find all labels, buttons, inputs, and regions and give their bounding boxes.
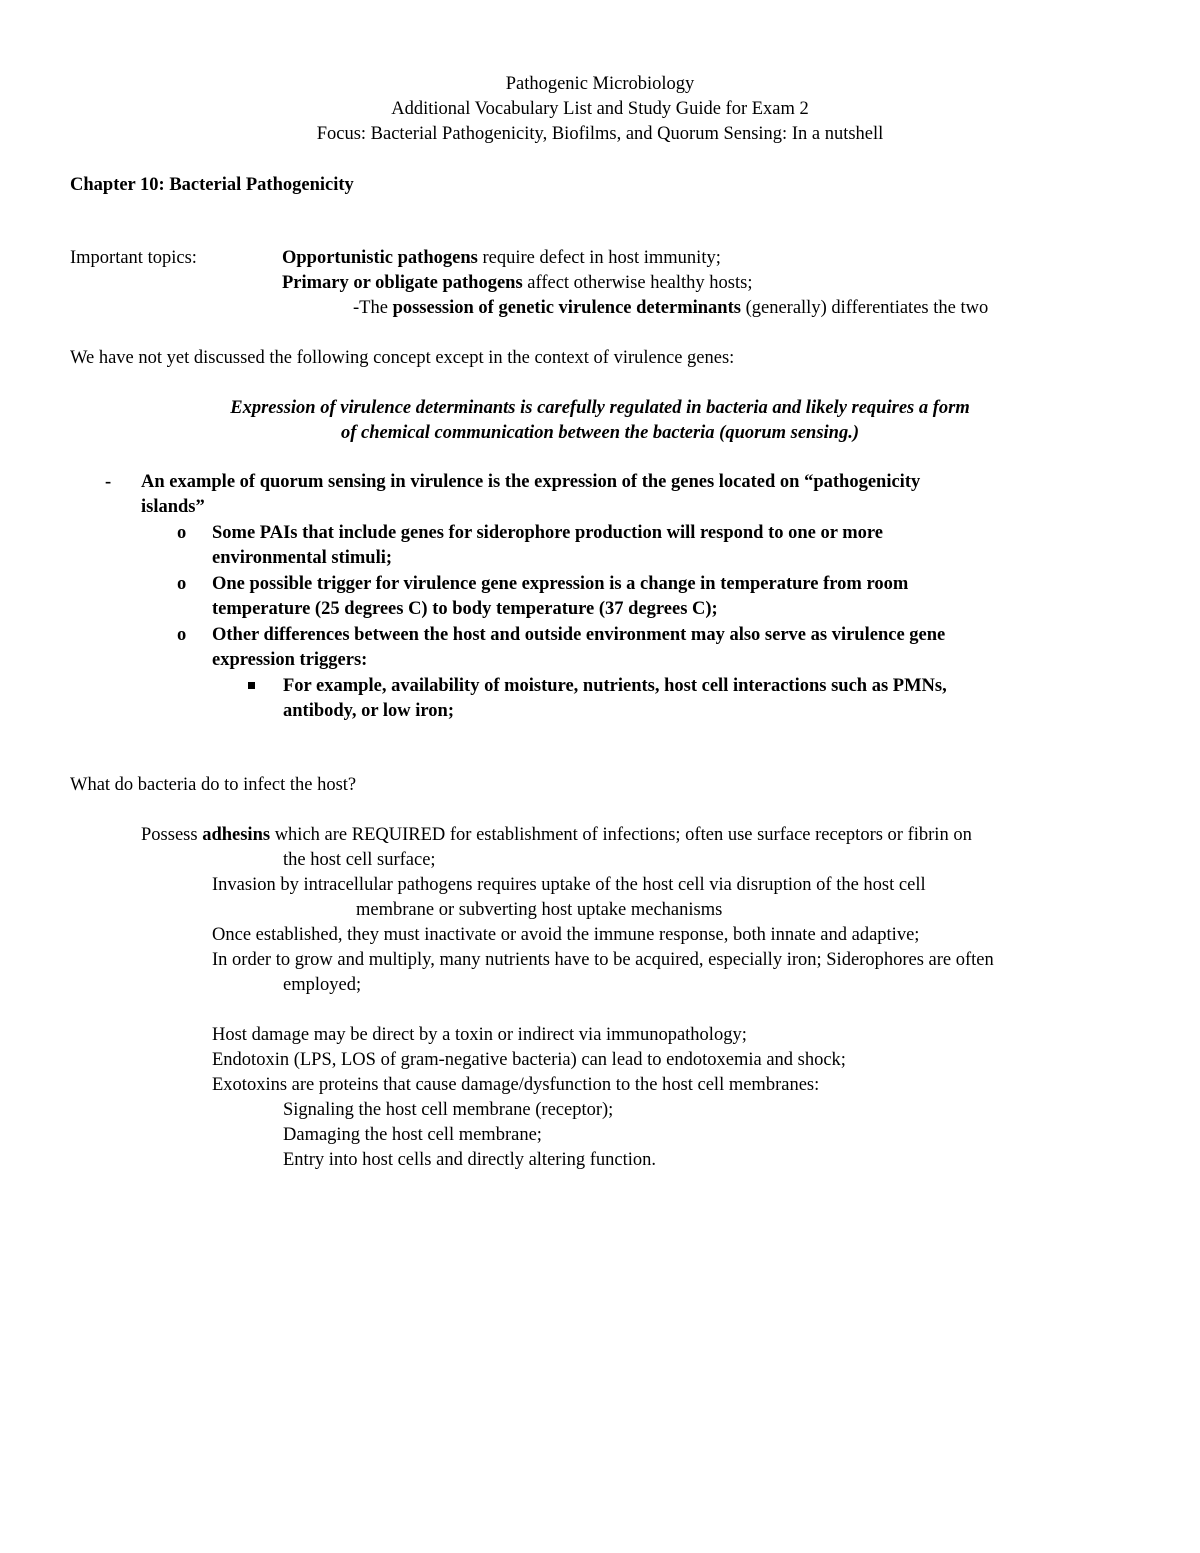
dash-bullet-marker: - [105,472,112,492]
document-subtitle: Additional Vocabulary List and Study Guide for Exam 2 [391,99,809,119]
invasion-line-1: Invasion by intracellular pathogens requires uptake of the host cell via disruption of the host cell [212,875,926,895]
adhesins-line-2: the host cell surface; [283,850,436,870]
emphasis-line-2: of chemical communication between the bacteria (quorum sensing.) [341,423,859,443]
o-bullet-marker: o [177,625,187,645]
infection-question: What do bacteria do to infect the host? [70,775,357,795]
environment-trigger-line-2: expression triggers: [212,650,368,670]
topic-primary [282,271,752,297]
topics-label: Important topics: [70,248,197,268]
example-conditions-line-1: For example, availability of moisture, nutrients, host cell interactions such as PMNs, [283,676,947,696]
topic-opportunistic [282,246,721,272]
adhesins-pre: Possess [141,825,203,845]
quorum-example-line-2: islands” [141,497,205,517]
adhesins-line-1 [141,823,972,849]
immune-evasion-line: Once established, they must inactivate or avoid the immune response, both innate and adaptive; [212,925,920,945]
exotoxins-line: Exotoxins are proteins that cause damage/dysfunction to the host cell membranes: [212,1075,820,1095]
temperature-trigger-line-2: temperature (25 degrees C) to body temperature (37 degrees C); [212,599,718,619]
temperature-trigger-line-1: One possible trigger for virulence gene expression is a change in temperature from room [212,574,909,594]
topic-differentiator [353,296,988,322]
exotoxin-item: Entry into host cells and directly altering function. [283,1150,656,1170]
pai-siderophore-line-2: environmental stimuli; [212,548,393,568]
topic-differentiator-pre: -The [353,298,393,318]
course-title: Pathogenic Microbiology [505,74,695,94]
invasion-line-2: membrane or subverting host uptake mechanisms [356,900,723,920]
endotoxin-line: Endotoxin (LPS, LOS of gram-negative bacteria) can lead to endotoxemia and shock; [212,1050,846,1070]
adhesins-text: which are REQUIRED for establishment of infections; often use surface receptors or fibrin on [270,825,972,845]
environment-trigger-line-1: Other differences between the host and outside environment may also serve as virulence gene [212,625,946,645]
quorum-example-line-1: An example of quorum sensing in virulence is the expression of the genes located on “pathogenicity [141,472,921,492]
emphasis-line-1: Expression of virulence determinants is carefully regulated in bacteria and likely requires a form [230,398,970,418]
chapter-heading: Chapter 10: Bacterial Pathogenicity [70,175,354,195]
topic-differentiator-text: (generally) differentiates the two [740,298,989,318]
nutrients-line-2: employed; [283,975,362,995]
square-bullet-icon [248,682,255,689]
exotoxin-item: Damaging the host cell membrane; [283,1125,542,1145]
o-bullet-marker: o [177,574,187,594]
exotoxin-item: Signaling the host cell membrane (receptor); [283,1100,614,1120]
o-bullet-marker: o [177,523,187,543]
nutrients-line-1: In order to grow and multiply, many nutrients have to be acquired, especially iron; Siderophores are often [212,950,994,970]
topic-primary-term: Primary or obligate pathogens [282,273,523,293]
document-focus: Focus: Bacterial Pathogenicity, Biofilms, and Quorum Sensing: In a nutshell [316,124,884,144]
topic-primary-text: affect otherwise healthy hosts; [522,273,753,293]
topic-opportunistic-text: require defect in host immunity; [477,248,721,268]
topic-differentiator-term: possession of genetic virulence determinants [392,298,741,318]
pai-siderophore-line-1: Some PAIs that include genes for siderophore production will respond to one or more [212,523,883,543]
topic-opportunistic-term: Opportunistic pathogens [282,248,478,268]
adhesins-term: adhesins [202,825,271,845]
not-discussed-text: We have not yet discussed the following concept except in the context of virulence genes: [70,348,735,368]
example-conditions-line-2: antibody, or low iron; [283,701,454,721]
host-damage-line: Host damage may be direct by a toxin or indirect via immunopathology; [212,1025,747,1045]
